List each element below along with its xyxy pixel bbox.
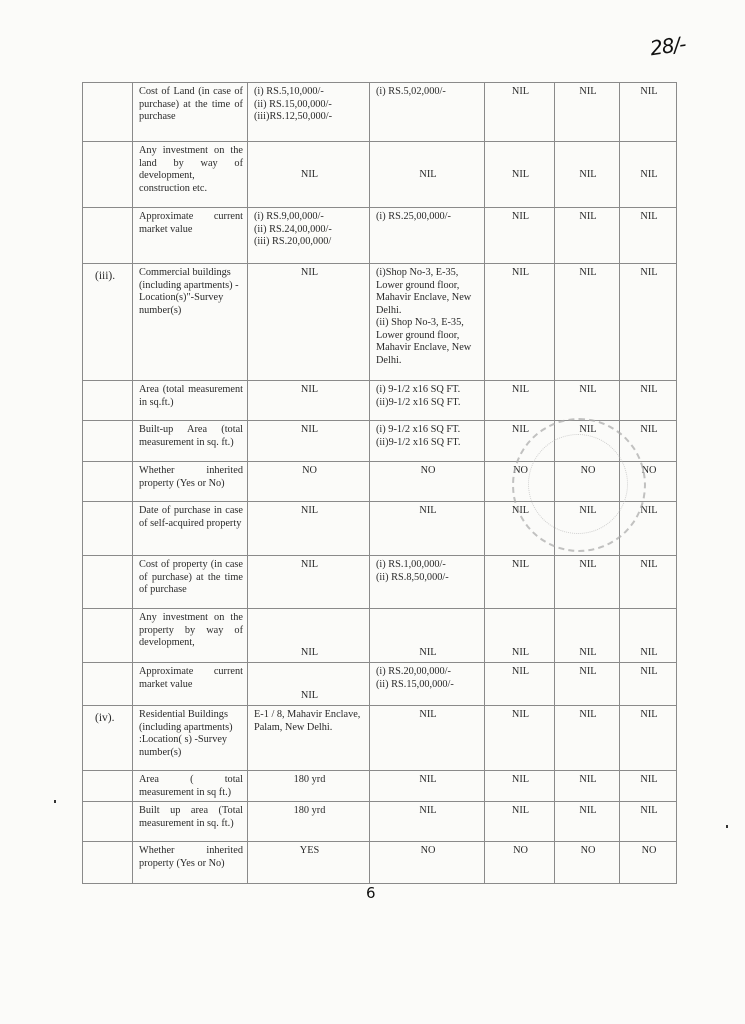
cell-dependent-3: NIL (620, 802, 677, 842)
cell-dependent-2: NIL (555, 421, 620, 462)
row-label: Area ( total measurement in sq ft.) (133, 771, 248, 802)
cell-spouse: NO (370, 462, 485, 502)
row-label: Commercial buildings (including apartments) -Location(s)"-Survey number(s) (133, 264, 248, 381)
row-number: (iii). (83, 264, 133, 381)
row-land-investment (83, 142, 677, 208)
row-commercial-buildings (83, 264, 677, 381)
cell-spouse: (i) RS.1,00,000/- (ii) RS.8,50,000/- (370, 556, 485, 609)
row-cost-of-land (83, 83, 677, 142)
cell-self: NIL (248, 609, 370, 663)
row-number (83, 208, 133, 264)
cell-spouse: (i) 9-1/2 x16 SQ FT. (ii)9-1/2 x16 SQ FT. (370, 381, 485, 421)
row-number (83, 663, 133, 706)
row-commercial-investment (83, 609, 677, 663)
row-number (83, 381, 133, 421)
cell-dependent-3: NIL (620, 502, 677, 556)
cell-dependent-3: NIL (620, 208, 677, 264)
cell-dependent-1: NIL (485, 208, 555, 264)
row-commercial-market-value (83, 663, 677, 706)
cell-self: NIL (248, 556, 370, 609)
cell-dependent-3: NIL (620, 264, 677, 381)
row-label: Cost of property (in case of purchase) at the time of purchase (133, 556, 248, 609)
row-label: Approximate current market value (133, 208, 248, 264)
cell-dependent-1: NIL (485, 663, 555, 706)
cell-dependent-1: NIL (485, 556, 555, 609)
cell-dependent-2: NIL (555, 609, 620, 663)
cell-dependent-3: NO (620, 462, 677, 502)
scan-speck (726, 825, 728, 828)
row-residential-inherited (83, 842, 677, 884)
cell-spouse: (i) RS.25,00,000/- (370, 208, 485, 264)
row-number (83, 609, 133, 663)
row-residential-built-up-area (83, 802, 677, 842)
cell-dependent-1: NIL (485, 706, 555, 771)
faded-stamp-inner-ring (528, 434, 628, 534)
cell-dependent-3: NIL (620, 706, 677, 771)
cell-dependent-3: NIL (620, 83, 677, 142)
row-label: Whether inherited property (Yes or No) (133, 462, 248, 502)
cell-self: NIL (248, 421, 370, 462)
cell-spouse: (i)Shop No-3, E-35, Lower ground floor, Mahavir Enclave, New Delhi. (ii) Shop No-3, E-35, Lower ground floor, Mahavir Enclave, New Delhi. (370, 264, 485, 381)
cell-self: 180 yrd (248, 802, 370, 842)
row-number (83, 462, 133, 502)
cell-dependent-3: NIL (620, 609, 677, 663)
cell-dependent-2: NO (555, 462, 620, 502)
row-commercial-area (83, 381, 677, 421)
row-label: Residential Buildings (including apartments) :Location( s) -Survey number(s) (133, 706, 248, 771)
cell-dependent-3: NIL (620, 556, 677, 609)
row-number (83, 771, 133, 802)
row-residential-buildings (83, 706, 677, 771)
scan-speck (54, 800, 56, 803)
cell-self: NIL (248, 502, 370, 556)
row-label: Cost of Land (in case of purchase) at the time of purchase (133, 83, 248, 142)
cell-dependent-2: NIL (555, 83, 620, 142)
row-number (83, 421, 133, 462)
cell-dependent-2: NIL (555, 706, 620, 771)
cell-spouse: NIL (370, 609, 485, 663)
cell-dependent-3: NIL (620, 663, 677, 706)
cell-dependent-1: NIL (485, 264, 555, 381)
cell-self: (i) RS.5,10,000/- (ii) RS.15,00,000/- (iii)RS.12,50,000/- (248, 83, 370, 142)
row-label: Built-up Area (total measurement in sq. ft.) (133, 421, 248, 462)
cell-dependent-1: NIL (485, 421, 555, 462)
cell-dependent-1: NIL (485, 609, 555, 663)
handwritten-page-mark: 28/- (648, 31, 687, 61)
row-label: Date of purchase in case of self-acquired property (133, 502, 248, 556)
cell-self: NIL (248, 142, 370, 208)
row-label: Built up area (Total measurement in sq. ft.) (133, 802, 248, 842)
cell-dependent-1: NIL (485, 502, 555, 556)
cell-dependent-1: NIL (485, 142, 555, 208)
cell-dependent-3: NIL (620, 771, 677, 802)
row-label: Area (total measurement in sq.ft.) (133, 381, 248, 421)
row-number (83, 842, 133, 884)
cell-spouse: (i) RS.5,02,000/- (370, 83, 485, 142)
cell-dependent-3: NIL (620, 142, 677, 208)
cell-dependent-2: NIL (555, 381, 620, 421)
cell-spouse: (i) RS.20,00,000/- (ii) RS.15,00,000/- (370, 663, 485, 706)
row-residential-area (83, 771, 677, 802)
cell-spouse: NIL (370, 142, 485, 208)
cell-dependent-1: NIL (485, 381, 555, 421)
row-number: (iv). (83, 706, 133, 771)
row-label: Whether inherited property (Yes or No) (133, 842, 248, 884)
cell-self: 180 yrd (248, 771, 370, 802)
cell-dependent-2: NIL (555, 142, 620, 208)
cell-spouse: NIL (370, 802, 485, 842)
cell-dependent-1: NO (485, 842, 555, 884)
cell-self: NO (248, 462, 370, 502)
cell-dependent-1: NIL (485, 802, 555, 842)
cell-self: NIL (248, 381, 370, 421)
cell-spouse: NO (370, 842, 485, 884)
cell-self: NIL (248, 663, 370, 706)
row-number (83, 556, 133, 609)
cell-spouse: NIL (370, 706, 485, 771)
row-label: Any investment on the property by way of development, (133, 609, 248, 663)
cell-dependent-1: NIL (485, 83, 555, 142)
cell-dependent-2: NIL (555, 771, 620, 802)
cell-self: E-1 / 8, Mahavir Enclave, Palam, New Delhi. (248, 706, 370, 771)
cell-self: NIL (248, 264, 370, 381)
cell-dependent-2: NIL (555, 264, 620, 381)
cell-dependent-2: NIL (555, 556, 620, 609)
row-land-market-value (83, 208, 677, 264)
cell-dependent-2: NIL (555, 208, 620, 264)
cell-dependent-3: NO (620, 842, 677, 884)
row-commercial-cost (83, 556, 677, 609)
cell-dependent-2: NIL (555, 802, 620, 842)
cell-dependent-1: NIL (485, 771, 555, 802)
cell-self: (i) RS.9,00,000/- (ii) RS.24,00,000/- (iii) RS.20,00,000/ (248, 208, 370, 264)
row-number (83, 802, 133, 842)
cell-dependent-2: NIL (555, 502, 620, 556)
row-number (83, 83, 133, 142)
cell-dependent-1: NO (485, 462, 555, 502)
row-number (83, 502, 133, 556)
row-number (83, 142, 133, 208)
cell-self: YES (248, 842, 370, 884)
page-number: 6 (366, 884, 376, 902)
cell-dependent-3: NIL (620, 381, 677, 421)
cell-dependent-2: NIL (555, 663, 620, 706)
cell-spouse: NIL (370, 771, 485, 802)
cell-spouse: NIL (370, 502, 485, 556)
row-label: Approximate current market value (133, 663, 248, 706)
cell-dependent-3: NIL (620, 421, 677, 462)
cell-dependent-2: NO (555, 842, 620, 884)
row-label: Any investment on the land by way of development, construction etc. (133, 142, 248, 208)
cell-spouse: (i) 9-1/2 x16 SQ FT. (ii)9-1/2 x16 SQ FT. (370, 421, 485, 462)
